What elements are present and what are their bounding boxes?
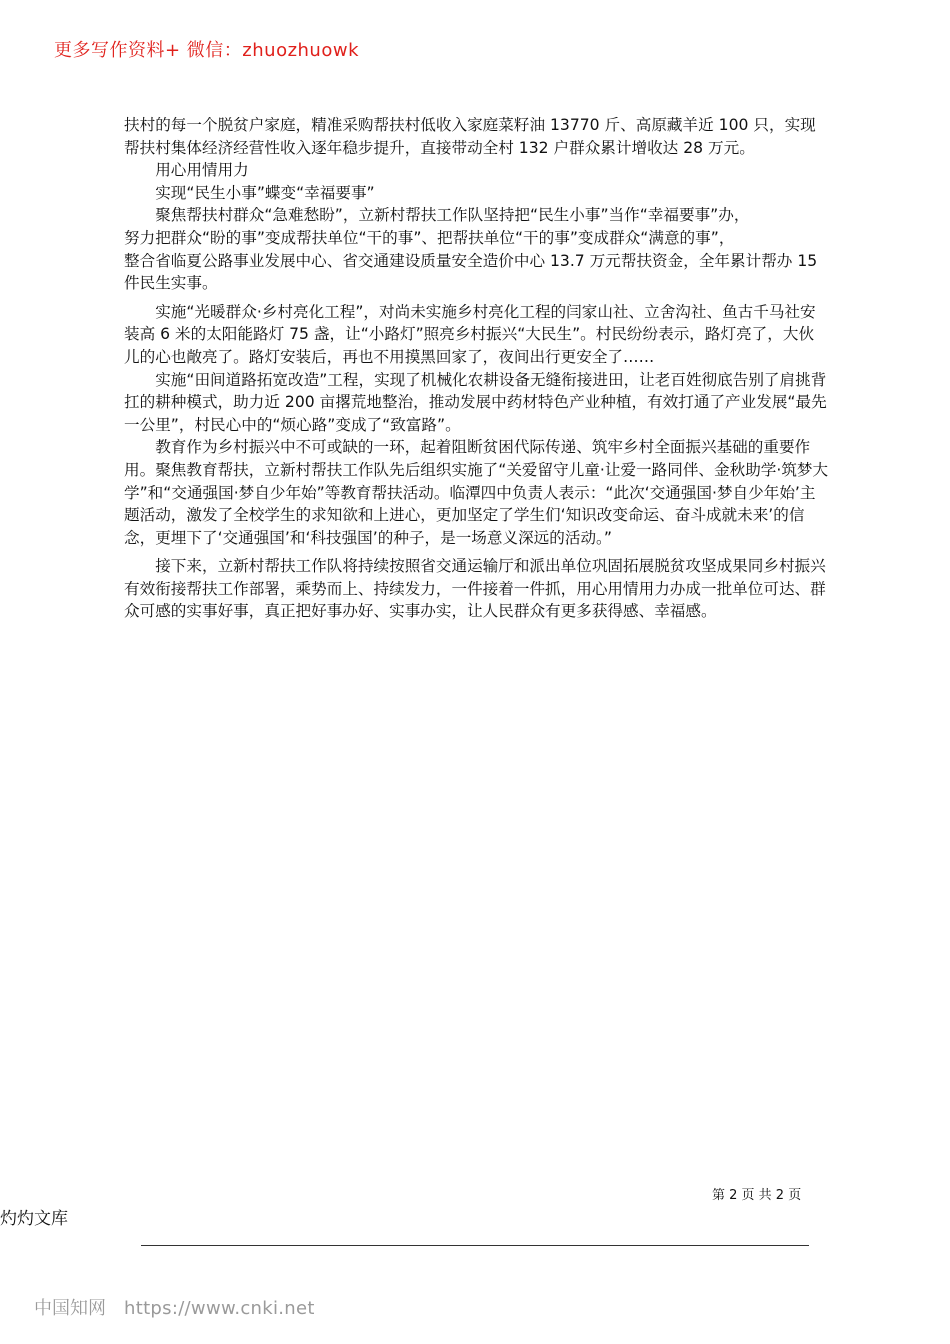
paragraph: 教育作为乡村振兴中不可或缺的一环，起着阻断贫困代际传递、筑牢乡村全面振兴基础的重要作用。聚焦教育帮扶，立新村帮扶工作队先后组织实施了“关爱留守儿童·让爱一路同伴、金秋助学·筑梦大学”和“交通强国·梦自少年始”等教育帮扶活动。临潭四中负责人表示：“此次‘交通强国·梦自少年始’主题活动，激发了全校学生的求知欲和上进心，更加坚定了学生们‘知识改变命运、奋斗成就未来’的信念，更埋下了‘交通强国’和‘科技强国’的种子，是一场意义深远的活动。” [124, 438, 829, 547]
paragraph: 聚焦帮扶村群众“急难愁盼”，立新村帮扶工作队坚持把“民生小事”当作“幸福要事”办， [155, 206, 750, 225]
page-number: 第 2 页 共 2 页 [712, 1188, 802, 1203]
paragraph: 实施“光暖群众·乡村亮化工程”，对尚未实施乡村亮化工程的闫家山社、立舍沟社、鱼古千马社安装高 6 米的太阳能路灯 75 盏，让“小路灯”照亮乡村振兴“大民生”。村民纷纷表示，路灯亮了，大伙儿的心也敞亮了。路灯安装后，再也不用摸黑回家了，夜间出行更安全了…… [124, 302, 816, 366]
footer-divider [141, 1245, 809, 1246]
watermark-name: 中国知网 [34, 1298, 106, 1319]
paragraph: 整合省临夏公路事业发展中心、省交通建设质量安全造价中心 13.7 万元帮扶资金，全年累计帮办 15 件民生实事。 [124, 251, 818, 293]
paragraph: 实施“田间道路拓宽改造”工程，实现了机械化农耕设备无缝衔接进田，让老百姓彻底告别了肩挑背扛的耕种模式，助力近 200 亩撂荒地整治，推动发展中药材特色产业种植，有效打通了产业发展“最先一公里”，村民心中的“烦心路”变成了“致富路”。 [124, 370, 827, 434]
section-heading-line-1: 用心用情用力 [155, 161, 249, 180]
footer-brand: 灼灼文库 [0, 1209, 68, 1229]
watermark [34, 1294, 315, 1320]
paragraph: 接下来，立新村帮扶工作队将持续按照省交通运输厅和派出单位巩固拓展脱贫攻坚成果同乡村振兴有效衔接帮扶工作部署，乘势而上、持续发力，一件接着一件抓，用心用情用力办成一批单位可达、群众可感的实事好事，真正把好事办好、实事办实，让人民群众有更多获得感、幸福感。 [124, 557, 826, 621]
article-body [124, 114, 829, 623]
promo-banner: 更多写作资料+ 微信：zhuozhuowk [54, 40, 360, 61]
paragraph: 努力把群众“盼的事”变成帮扶单位“干的事”、把帮扶单位“干的事”变成群众“满意的事”， [124, 228, 735, 247]
paragraph: 扶村的每一个脱贫户家庭，精准采购帮扶村低收入家庭菜籽油 13770 斤、高原藏羊近 100 只，实现帮扶村集体经济经营性收入逐年稳步提升，直接带动全村 132 户群众累计增收达 28 万元。 [124, 116, 816, 157]
watermark-url: https://www.cnki.net [124, 1298, 315, 1319]
section-heading-line-2: 实现“民生小事”蝶变“幸福要事” [155, 183, 375, 202]
